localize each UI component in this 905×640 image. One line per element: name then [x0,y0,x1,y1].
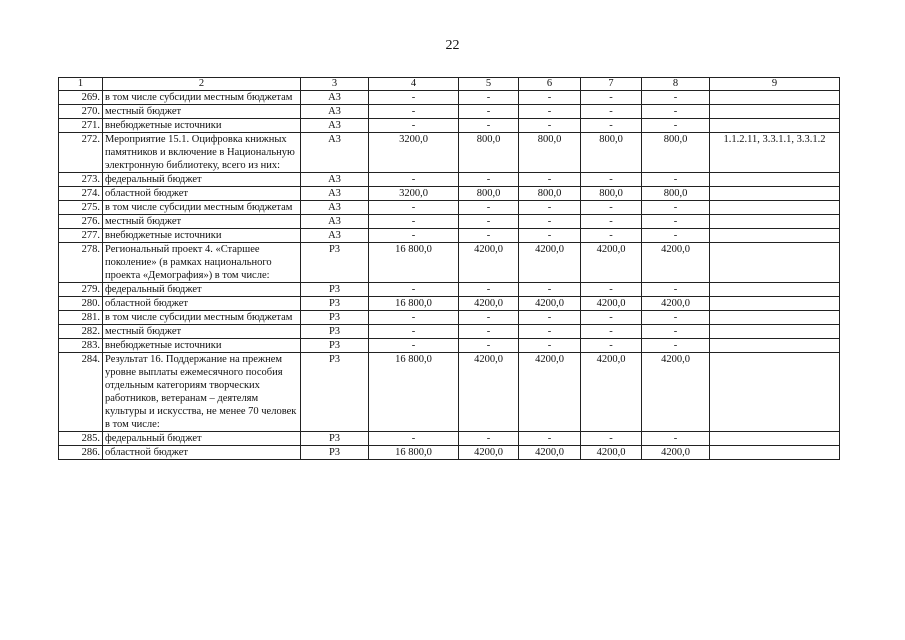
value-year-2: - [519,201,581,215]
row-code: А3 [301,173,369,187]
row-code: Р3 [301,339,369,353]
column-header: 8 [642,78,710,91]
row-code: Р3 [301,297,369,311]
value-total: - [369,339,459,353]
value-year-2: 4200,0 [519,297,581,311]
table-body [59,91,840,460]
value-year-4: - [642,91,710,105]
value-year-4: - [642,229,710,243]
value-year-1: - [459,325,519,339]
value-year-2: - [519,339,581,353]
value-year-1: 4200,0 [459,353,519,432]
value-year-3: 4200,0 [581,446,642,460]
row-reference [710,446,840,460]
table-row [59,432,840,446]
value-year-4: 4200,0 [642,297,710,311]
value-year-1: - [459,215,519,229]
row-name: внебюджетные источники [103,119,301,133]
table-row [59,201,840,215]
value-year-3: - [581,215,642,229]
value-year-2: - [519,311,581,325]
value-year-3: - [581,119,642,133]
value-year-3: 800,0 [581,133,642,173]
table-row [59,325,840,339]
row-code: Р3 [301,446,369,460]
row-name: местный бюджет [103,325,301,339]
row-number: 275. [59,201,103,215]
row-name: федеральный бюджет [103,173,301,187]
value-total: - [369,201,459,215]
value-total: - [369,215,459,229]
value-year-4: 800,0 [642,133,710,173]
row-name: федеральный бюджет [103,283,301,297]
value-total: - [369,173,459,187]
value-year-4: - [642,119,710,133]
table-row [59,215,840,229]
value-year-1: 4200,0 [459,446,519,460]
row-reference [710,297,840,311]
value-year-4: 4200,0 [642,446,710,460]
row-code: А3 [301,187,369,201]
value-total: - [369,105,459,119]
row-number: 284. [59,353,103,432]
row-reference [710,311,840,325]
table-row [59,353,840,432]
row-reference [710,201,840,215]
table-row [59,91,840,105]
table-row [59,311,840,325]
value-year-2: - [519,432,581,446]
value-year-4: - [642,339,710,353]
value-year-4: - [642,105,710,119]
value-total: 16 800,0 [369,297,459,311]
value-year-4: 800,0 [642,187,710,201]
column-header: 4 [369,78,459,91]
value-total: 16 800,0 [369,353,459,432]
value-year-2: - [519,91,581,105]
row-name: Мероприятие 15.1. Оцифровка книжных памятников и включение в Национальную электронную библиотеку, всего из них: [103,133,301,173]
value-year-1: - [459,339,519,353]
row-name: местный бюджет [103,215,301,229]
row-reference [710,353,840,432]
value-year-1: 4200,0 [459,243,519,283]
value-year-2: - [519,105,581,119]
row-name: в том числе субсидии местным бюджетам [103,91,301,105]
row-reference [710,187,840,201]
value-total: - [369,325,459,339]
value-year-1: - [459,201,519,215]
value-total: 16 800,0 [369,243,459,283]
table-row [59,283,840,297]
value-year-1: - [459,119,519,133]
value-year-3: - [581,229,642,243]
row-reference [710,91,840,105]
table-row [59,173,840,187]
value-total: - [369,229,459,243]
value-year-2: - [519,215,581,229]
row-number: 285. [59,432,103,446]
row-number: 280. [59,297,103,311]
row-number: 282. [59,325,103,339]
budget-table [58,77,840,460]
value-year-1: - [459,105,519,119]
row-code: Р3 [301,243,369,283]
column-header: 7 [581,78,642,91]
value-year-3: 4200,0 [581,297,642,311]
row-reference: 1.1.2.11, 3.3.1.1, 3.3.1.2 [710,133,840,173]
value-year-3: - [581,311,642,325]
row-reference [710,432,840,446]
row-name: областной бюджет [103,187,301,201]
value-year-3: - [581,201,642,215]
row-number: 271. [59,119,103,133]
row-code: А3 [301,215,369,229]
row-reference [710,229,840,243]
row-reference [710,339,840,353]
value-year-3: 800,0 [581,187,642,201]
value-total: - [369,283,459,297]
value-year-4: - [642,173,710,187]
row-number: 277. [59,229,103,243]
row-reference [710,283,840,297]
value-year-4: - [642,432,710,446]
table-header [59,78,840,91]
value-year-2: 4200,0 [519,446,581,460]
column-header: 6 [519,78,581,91]
value-year-4: - [642,283,710,297]
row-name: федеральный бюджет [103,432,301,446]
row-number: 286. [59,446,103,460]
row-number: 279. [59,283,103,297]
table-row [59,446,840,460]
row-name: Результат 16. Поддержание на прежнем уровне выплаты ежемесячного пособия отдельным категориям творческих работников, ветеранам – деятелям культуры и искусства, не менее 70 человек в том числе: [103,353,301,432]
value-year-1: - [459,432,519,446]
row-name: областной бюджет [103,297,301,311]
row-name: внебюджетные источники [103,339,301,353]
row-code: А3 [301,119,369,133]
row-reference [710,215,840,229]
value-year-3: - [581,325,642,339]
row-reference [710,105,840,119]
row-number: 270. [59,105,103,119]
value-year-4: - [642,325,710,339]
value-year-2: - [519,325,581,339]
row-reference [710,173,840,187]
value-year-3: - [581,105,642,119]
value-year-2: - [519,173,581,187]
value-year-4: - [642,311,710,325]
value-total: - [369,119,459,133]
value-total: 3200,0 [369,133,459,173]
value-year-2: 4200,0 [519,243,581,283]
table-row [59,133,840,173]
value-total: - [369,91,459,105]
value-total: 16 800,0 [369,446,459,460]
value-year-3: - [581,173,642,187]
value-year-4: 4200,0 [642,353,710,432]
row-code: А3 [301,105,369,119]
row-number: 269. [59,91,103,105]
row-code: Р3 [301,283,369,297]
row-number: 276. [59,215,103,229]
row-code: Р3 [301,311,369,325]
row-code: Р3 [301,432,369,446]
value-year-3: - [581,432,642,446]
row-reference [710,119,840,133]
table-row [59,229,840,243]
row-code: Р3 [301,353,369,432]
value-year-1: 4200,0 [459,297,519,311]
value-year-4: - [642,201,710,215]
row-number: 283. [59,339,103,353]
header-row [59,78,840,91]
value-year-4: - [642,215,710,229]
row-number: 273. [59,173,103,187]
table-row [59,187,840,201]
column-header: 1 [59,78,103,91]
table-row [59,105,840,119]
row-number: 272. [59,133,103,173]
row-name: местный бюджет [103,105,301,119]
row-name: областной бюджет [103,446,301,460]
value-year-1: - [459,229,519,243]
row-code: А3 [301,133,369,173]
table-row [59,243,840,283]
value-year-3: - [581,283,642,297]
row-reference [710,243,840,283]
value-year-1: 800,0 [459,187,519,201]
value-year-1: - [459,91,519,105]
row-name: в том числе субсидии местным бюджетам [103,201,301,215]
value-year-2: 800,0 [519,133,581,173]
value-total: - [369,432,459,446]
value-year-2: - [519,119,581,133]
table-row [59,119,840,133]
value-year-2: - [519,283,581,297]
column-header: 2 [103,78,301,91]
value-year-1: 800,0 [459,133,519,173]
row-name: внебюджетные источники [103,229,301,243]
value-year-2: - [519,229,581,243]
row-code: А3 [301,201,369,215]
column-header: 5 [459,78,519,91]
value-year-3: - [581,339,642,353]
value-year-1: - [459,311,519,325]
value-year-4: 4200,0 [642,243,710,283]
row-code: А3 [301,229,369,243]
value-year-3: - [581,91,642,105]
value-year-3: 4200,0 [581,243,642,283]
row-reference [710,325,840,339]
value-year-1: - [459,173,519,187]
value-total: - [369,311,459,325]
row-name: Региональный проект 4. «Старшее поколение» (в рамках национального проекта «Демография») в том числе: [103,243,301,283]
row-name: в том числе субсидии местным бюджетам [103,311,301,325]
page-number: 22 [445,38,460,53]
column-header: 9 [710,78,840,91]
value-year-2: 4200,0 [519,353,581,432]
value-year-3: 4200,0 [581,353,642,432]
table-row [59,339,840,353]
row-code: А3 [301,91,369,105]
value-year-1: - [459,283,519,297]
row-number: 274. [59,187,103,201]
row-code: Р3 [301,325,369,339]
value-total: 3200,0 [369,187,459,201]
table-row [59,297,840,311]
row-number: 281. [59,311,103,325]
row-number: 278. [59,243,103,283]
value-year-2: 800,0 [519,187,581,201]
column-header: 3 [301,78,369,91]
